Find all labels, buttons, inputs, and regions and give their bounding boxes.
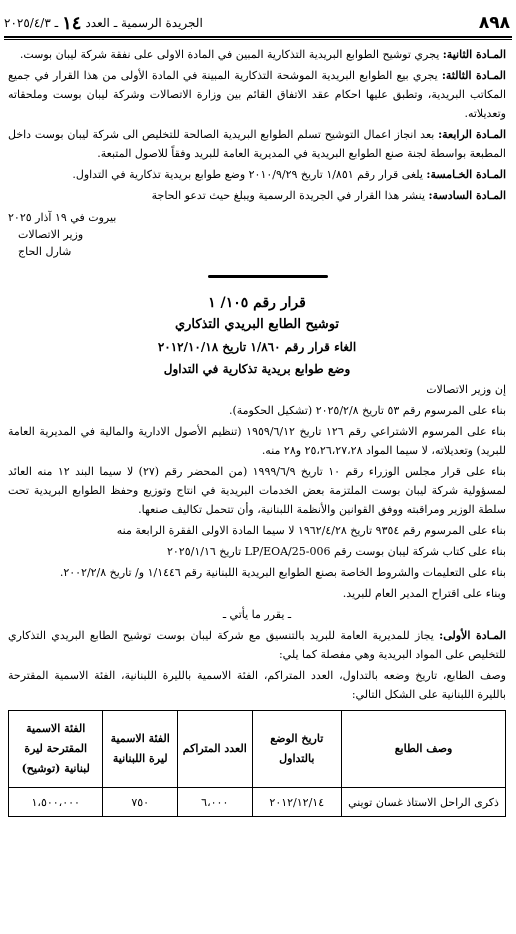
decision-number: قرار رقم ١٠٥/ ١ [208, 295, 306, 311]
article-2: المـادة الثانية: يجري توشيح الطوابع البريدية التذكارية المبين في المادة الاولى على نفقة شركة ليبان بوست. [19, 48, 506, 61]
header-title: الجريدة الرسمية ـ العدد [85, 16, 203, 30]
page-number: ٨٩٨ [478, 13, 510, 33]
stamp-table [8, 710, 506, 817]
cell-description: ذكرى الراحل الاستاذ غسان تويني [342, 788, 506, 817]
cell-denomination: ٧٥٠ [103, 788, 178, 817]
decision-heading [8, 292, 506, 380]
cell-date: ٢٠١٢/١٢/١٤ [252, 788, 341, 817]
decision-circulation: وضع طوابع بريدية تذكارية في التداول [163, 362, 351, 376]
table-row [9, 788, 506, 817]
header-issue [4, 13, 203, 34]
cell-proposed-denomination: ١،٥٠٠،٠٠٠ [9, 788, 103, 817]
section-separator [8, 260, 506, 292]
preamble-line: بناء على المرسوم رقم ٥٣ تاريخ ٢٠٢٥/٢/٨ (تشكيل الحكومة). [228, 404, 506, 417]
signature-name: شارل الحاج [18, 245, 72, 258]
decides-line: ـ يقرر ما يأتي ـ [222, 608, 292, 621]
preamble-line: بناء على قرار مجلس الوزراء رقم ١٠ تاريخ ١٩٩٩/٦/٩ (من المحضر رقم (٢٧) لا سيما البند ١٢ منه العائد لمسؤولية شركة ليبان بوست الملتزمة بعض الخدمات البريدية في انتاج وتوزيع وحفظ الطوابع البريدية تحت سلطة الوزير ومراقبته ووفق القوانين والأنظمة اللبنانية، وأن تتحمل تكاليف صنعها. [8, 465, 506, 516]
issue-number: ١٤ [62, 12, 82, 34]
preamble-line: وبناء على اقتراح المدير العام للبريد. [342, 587, 506, 600]
page-header [4, 10, 510, 36]
decision-subject: توشيح الطابع البريدي التذكاري [174, 317, 340, 332]
col-proposed-denomination: الفئة الاسمية المقترحة ليرة لبنانية (توشيح) [9, 711, 103, 788]
signature-place-date: بيروت في ١٩ آذار ٢٠٢٥ [8, 211, 117, 224]
article-5: المـادة الخـامسة: يلغى قرار رقم ١/٨٥١ تاريخ ٢٠١٠/٩/٢٩ وضع طوابع بريدية تذكارية في التداول. [72, 168, 506, 181]
issue-date: ـ ٢٠٢٥/٤/٣ [4, 16, 59, 30]
separator-line [208, 275, 328, 278]
page-content [8, 45, 506, 817]
col-denomination: الفئة الاسمية ليرة اللبنانية [103, 711, 178, 788]
article-4: المـادة الرابعة: بعد انجاز اعمال التوشيح تسلم الطوابع البريدية الصالحة للتخليص الى شركة ليبان بوست داخل المطبعة بواسطة لجنة صنع الطوابع البريدية في المديرية العامة للبريد وفقاً للاصول المتبعة. [8, 128, 506, 160]
preamble-line: إن وزير الاتصالات [426, 383, 506, 396]
signature-title: وزير الاتصالات [18, 228, 84, 241]
header-rule [4, 36, 512, 38]
article-3: المـادة الثالثة: يجري بيع الطوابع البريدية الموشحة التذكارية المبينة في المادة الأولى من هذا القرار في جميع المكاتب البريدية، وتطبق عليها احكام عقد الاتفاق القائم بين وزارة الاتصالات وشركة ليبان بوست وملحقاته وتعديلاته. [8, 69, 506, 120]
signature-block [8, 209, 506, 260]
col-description: وصف الطابع [342, 711, 506, 788]
decision-cancel: الغاء قرار رقم ١/٨٦٠ تاريخ ٢٠١٢/١٠/١٨ [157, 340, 357, 354]
col-count: العدد المتراكم [178, 711, 253, 788]
col-date: تاريخ الوضع بالتداول [252, 711, 341, 788]
preamble-line: بناء على المرسوم الاشتراعي رقم ١٢٦ تاريخ ١٩٥٩/٦/١٢ (تنظيم الأصول الادارية والمالية في المديرية العامة للبريد) وتعديلاته، لا سيما المواد ٢٥،٢٦،٢٧،٢٨ و٢٨ منه. [8, 425, 506, 457]
header-rule-thin [4, 39, 512, 40]
table-intro: وصف الطابع، تاريخ وضعه بالتداول، العدد المتراكم، الفئة الاسمية بالليرة اللبنانية، الفئة الاسمية المقترحة بالليرة اللبنانية على الشكل التالي: [8, 669, 506, 701]
article-1: المـادة الأولى: يجاز للمديرية العامة للبريد بالتنسيق مع شركة ليبان بوست توشيح الطابع البريدي التذكاري للتخليص على المواد البريدية وهي مفصلة كما يلي: [8, 629, 506, 661]
preamble-line: بناء على التعليمات والشروط الخاصة بصنع الطوابع البريدية اللبنانية رقم ١/١٤٤٦ و/ تاريخ ٢٠٠٢/٢/٨. [59, 566, 506, 579]
table-header-row [9, 711, 506, 788]
preamble-line: بناء على المرسوم رقم ٩٣٥٤ تاريخ ١٩٦٢/٤/٢٨ لا سيما المادة الاولى الفقرة الرابعة منه [116, 524, 506, 537]
cell-count: ٦،٠٠٠ [178, 788, 253, 817]
article-6: المـادة السادسة: ينشر هذا القرار في الجريدة الرسمية ويبلغ حيث تدعو الحاجة [151, 189, 506, 202]
preamble-line: بناء على كتاب شركة ليبان بوست رقم LP/EOA/25-006 تاريخ ٢٠٢٥/١/١٦ [166, 545, 506, 558]
